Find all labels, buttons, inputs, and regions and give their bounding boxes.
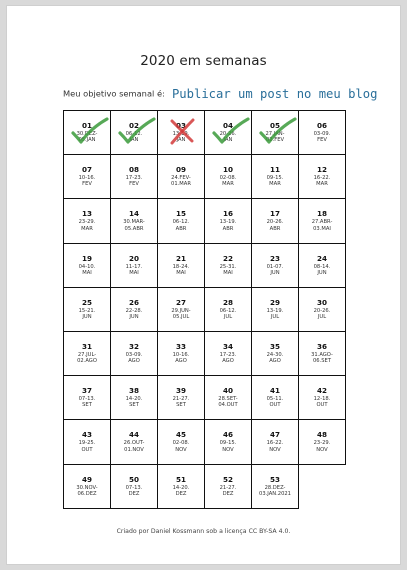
week-number: 53 — [269, 474, 280, 484]
week-cell[interactable] — [64, 465, 111, 509]
week-number: 12 — [316, 165, 327, 175]
week-date-range: 18-24. MAI — [172, 263, 190, 276]
week-date-range: 29.JUN- 05.JUL — [171, 307, 191, 321]
week-date-range: 24-30. AGO — [266, 351, 284, 365]
week-number: 03 — [175, 121, 186, 130]
week-date-range: 20-26. ABR — [266, 219, 284, 232]
week-number: 45 — [175, 430, 186, 440]
week-number: 44 — [128, 430, 139, 440]
week-date-range: 20-26. JUL — [313, 307, 331, 321]
week-cell[interactable] — [158, 420, 205, 464]
week-number: 42 — [316, 386, 327, 396]
week-cell[interactable] — [252, 376, 299, 420]
week-number: 30 — [316, 297, 327, 307]
week-date-range: 13-19. ABR — [219, 219, 237, 232]
goal-value: Publicar um post no meu blog — [171, 86, 378, 101]
week-date-range: 23-29. MAR — [78, 219, 96, 232]
week-cell[interactable] — [111, 332, 158, 376]
week-number: 16 — [222, 209, 233, 219]
week-cell[interactable] — [299, 288, 346, 332]
week-cell[interactable] — [252, 199, 299, 243]
week-date-range: 11-17. MAI — [125, 263, 143, 276]
week-date-range: 21-27. SET — [172, 396, 190, 409]
week-date-range: 17-23. AGO — [219, 351, 237, 365]
week-number: 47 — [269, 430, 280, 440]
week-cell[interactable] — [64, 244, 111, 288]
week-cell[interactable] — [111, 155, 158, 199]
week-number: 15 — [175, 209, 186, 219]
week-cell[interactable] — [111, 111, 158, 155]
week-date-range: 01-07. JUN — [266, 263, 284, 276]
week-cell[interactable] — [205, 199, 252, 243]
week-number: 34 — [222, 341, 233, 351]
week-date-range: 26.OUT- 01.NOV — [123, 440, 145, 453]
week-cell[interactable] — [111, 288, 158, 332]
week-date-range: 14-20. DEZ — [172, 484, 190, 497]
week-number: 19 — [81, 253, 92, 263]
week-number: 32 — [128, 341, 139, 351]
week-number: 27 — [175, 297, 186, 307]
week-number: 09 — [175, 165, 186, 175]
week-date-range: 27.JUL- 02.AGO — [77, 351, 97, 365]
week-date-range: 15-21. JUN — [78, 307, 96, 321]
week-number: 31 — [81, 341, 92, 351]
week-cell[interactable] — [299, 332, 346, 376]
week-cell[interactable] — [205, 111, 252, 155]
week-date-range: 07-13. SET — [78, 396, 96, 409]
week-cell[interactable] — [299, 111, 346, 155]
week-date-range: 28.SET- 04.OUT — [218, 396, 238, 409]
week-date-range: 30.DEZ- 05.JAN — [76, 131, 98, 144]
week-date-range: 13-19. JAN — [172, 131, 190, 144]
week-cell[interactable] — [158, 288, 205, 332]
week-date-range: 03-09. FEV — [313, 131, 331, 144]
week-cell[interactable] — [252, 244, 299, 288]
week-cell[interactable] — [158, 244, 205, 288]
week-cell[interactable] — [205, 376, 252, 420]
week-number: 38 — [128, 386, 139, 396]
week-date-range: 27.JAN- 02.FEV — [265, 131, 285, 144]
week-number: 18 — [316, 209, 327, 219]
week-cell[interactable] — [64, 420, 111, 464]
week-cell[interactable] — [252, 288, 299, 332]
week-cell[interactable] — [64, 288, 111, 332]
week-cell[interactable] — [252, 332, 299, 376]
week-number: 46 — [222, 430, 233, 440]
weekly-goal — [63, 83, 403, 103]
week-number: 01 — [81, 121, 92, 130]
week-number: 35 — [269, 341, 280, 351]
week-number: 52 — [222, 474, 233, 484]
weeks-grid — [63, 110, 346, 509]
week-number: 28 — [222, 297, 233, 307]
week-date-range: 02-08. NOV — [172, 440, 190, 453]
week-cell[interactable] — [111, 420, 158, 464]
week-number: 37 — [81, 386, 92, 396]
week-number: 02 — [128, 121, 139, 130]
week-cell[interactable] — [64, 199, 111, 243]
week-cell[interactable] — [252, 155, 299, 199]
goal-label: Meu objetivo semanal é: — [63, 88, 165, 99]
week-date-range: 09-15. NOV — [219, 440, 237, 453]
week-cell[interactable] — [158, 376, 205, 420]
week-number: 04 — [222, 121, 233, 130]
week-date-range: 09-15. MAR — [266, 175, 284, 188]
week-cell[interactable] — [64, 111, 111, 155]
week-number: 40 — [222, 386, 233, 396]
week-date-range: 10-16. FEV — [78, 175, 96, 188]
week-cell[interactable] — [299, 199, 346, 243]
week-number: 06 — [316, 121, 327, 130]
week-number: 33 — [175, 341, 186, 351]
week-number: 25 — [81, 297, 92, 307]
week-number: 23 — [269, 253, 280, 263]
week-cell[interactable] — [158, 155, 205, 199]
week-number: 26 — [128, 297, 139, 307]
week-number: 24 — [316, 253, 327, 263]
week-cell[interactable] — [158, 199, 205, 243]
week-date-range: 22-28. JUN — [125, 307, 143, 321]
week-date-range: 03-09. AGO — [125, 351, 143, 365]
week-date-range: 19-25. OUT — [78, 440, 96, 453]
week-date-range: 12-18. OUT — [313, 396, 331, 409]
week-date-range: 31.AGO- 06.SET — [311, 351, 333, 365]
week-cell[interactable] — [299, 244, 346, 288]
week-number: 07 — [81, 165, 92, 175]
week-cell[interactable] — [205, 332, 252, 376]
week-date-range: 06-12. JUL — [219, 307, 237, 321]
week-cell[interactable] — [111, 244, 158, 288]
week-date-range: 08-14. JUN — [313, 263, 331, 276]
week-cell[interactable] — [205, 155, 252, 199]
week-cell[interactable] — [205, 244, 252, 288]
week-date-range: 20-26. JAN — [219, 131, 237, 144]
week-cell[interactable] — [252, 465, 299, 509]
week-number: 51 — [175, 474, 186, 484]
week-date-range: 16-22. MAR — [313, 175, 331, 188]
week-number: 17 — [269, 209, 280, 219]
week-number: 10 — [222, 165, 233, 175]
week-cell[interactable] — [299, 376, 346, 420]
week-cell[interactable] — [205, 465, 252, 509]
week-number: 14 — [128, 209, 139, 219]
week-number: 49 — [81, 474, 92, 484]
week-date-range: 17-23. FEV — [125, 175, 143, 188]
week-date-range: 23-29. NOV — [313, 440, 331, 453]
week-date-range: 07-13. DEZ — [125, 484, 143, 497]
week-number: 50 — [128, 474, 139, 484]
week-date-range: 30.MAR- 05.ABR — [123, 219, 145, 232]
week-cell[interactable] — [111, 199, 158, 243]
week-cell[interactable] — [299, 155, 346, 199]
week-number: 20 — [128, 253, 139, 263]
week-number: 43 — [81, 430, 92, 440]
week-cell[interactable] — [252, 420, 299, 464]
week-cell[interactable] — [205, 420, 252, 464]
week-date-range: 25-31. MAI — [219, 263, 237, 276]
week-cell[interactable] — [299, 420, 346, 464]
week-number: 11 — [269, 165, 280, 175]
week-date-range: 06-12. JAN — [125, 131, 143, 144]
week-cell[interactable] — [64, 332, 111, 376]
week-number: 29 — [269, 297, 280, 307]
week-number: 05 — [269, 121, 280, 130]
week-number: 48 — [316, 430, 327, 440]
week-cell[interactable] — [158, 111, 205, 155]
week-date-range: 16-22. NOV — [266, 440, 284, 453]
week-date-range: 21-27. DEZ — [219, 484, 237, 497]
week-number: 36 — [316, 341, 327, 351]
week-cell[interactable] — [64, 155, 111, 199]
license-footer: Criado por Daniel Kossmann sob a licença CC BY-SA 4.0. — [116, 528, 291, 535]
week-number: 13 — [81, 209, 92, 219]
week-cell[interactable] — [64, 376, 111, 420]
page-title: 2020 em semanas — [140, 53, 267, 69]
week-date-range: 10-16. AGO — [172, 351, 190, 365]
week-cell[interactable] — [252, 111, 299, 155]
week-number: 39 — [175, 386, 186, 396]
week-date-range: 04-10. MAI — [78, 263, 96, 276]
week-date-range: 14-20. SET — [125, 396, 143, 409]
week-cell[interactable] — [111, 465, 158, 509]
week-date-range: 06-12. ABR — [172, 219, 190, 232]
week-date-range: 27.ABR- 03.MAI — [311, 219, 333, 232]
week-date-range: 02-08. MAR — [219, 175, 237, 188]
week-cell[interactable] — [158, 332, 205, 376]
week-date-range: 30.NOV- 06.DEZ — [76, 484, 98, 497]
week-date-range: 13-19. JUL — [266, 307, 284, 321]
week-number: 21 — [175, 253, 186, 263]
week-cell[interactable] — [205, 288, 252, 332]
week-date-range: 05-11. OUT — [266, 396, 284, 409]
week-date-range: 28.DEZ- 03.JAN.2021 — [259, 484, 291, 497]
planner-page — [6, 5, 401, 565]
week-date-range: 24.FEV- 01.MAR — [171, 175, 191, 188]
week-number: 41 — [269, 386, 280, 396]
week-number: 22 — [222, 253, 233, 263]
week-number: 08 — [128, 165, 139, 175]
week-cell[interactable] — [111, 376, 158, 420]
week-cell[interactable] — [158, 465, 205, 509]
